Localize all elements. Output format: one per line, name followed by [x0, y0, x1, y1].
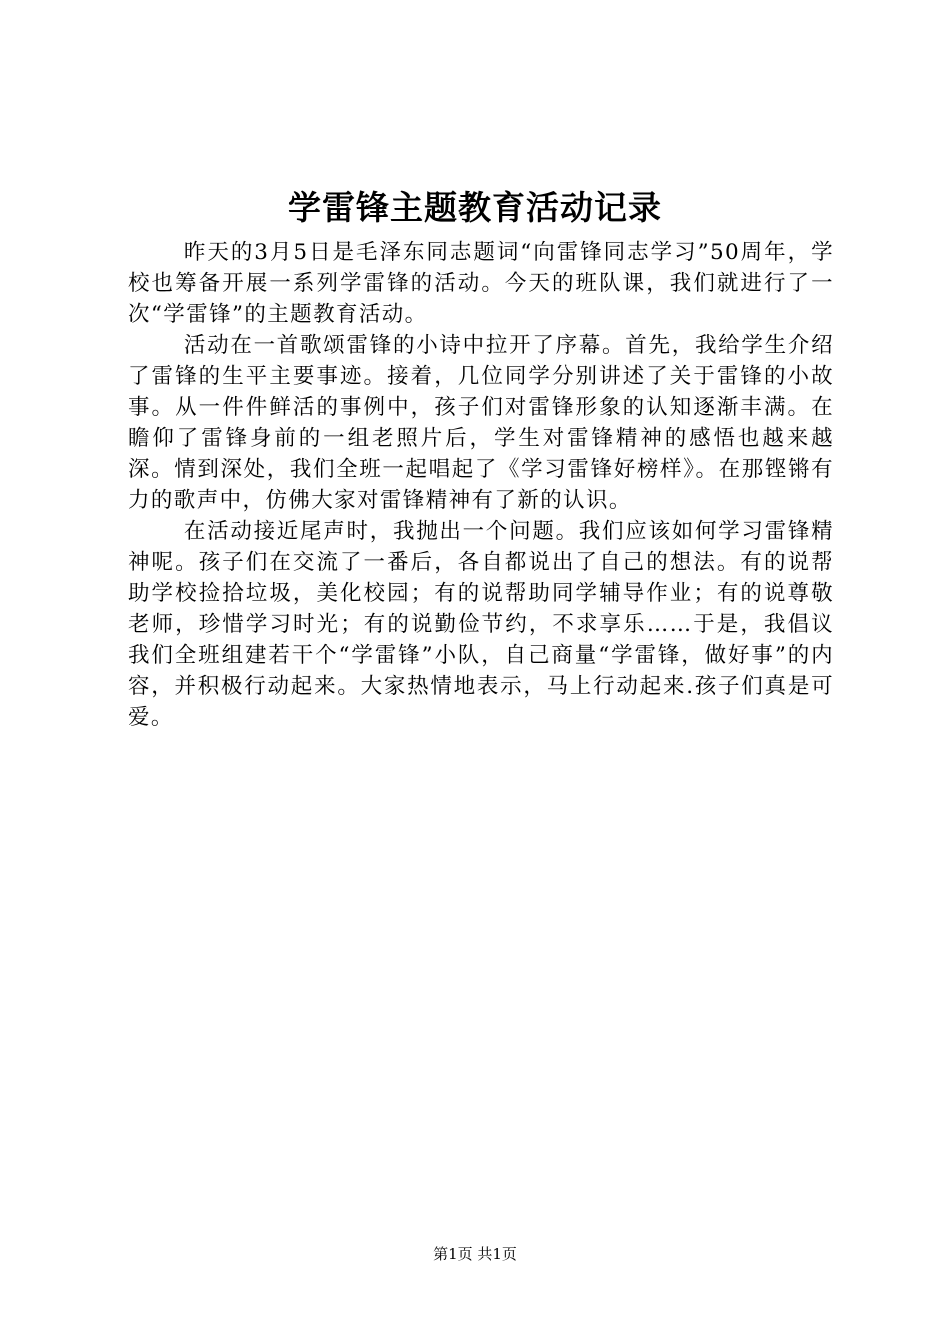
paragraph-3: 在活动接近尾声时，我抛出一个问题。我们应该如何学习雷锋精神呢。孩子们在交流了一番后，各自都说出了自己的想法。有的说帮助学校捡拾垃圾，美化校园；有的说帮助同学辅导作业；有的说尊敬老师，珍惜学习时光；有的说勤俭节约，不求享乐……于是，我倡议我们全班组建若干个“学雷锋”小队，自己商量“学雷锋，做好事”的内容，并积极行动起来。大家热情地表示，马上行动起来.孩子们真是可爱。: [128, 519, 834, 730]
document-title: 学雷锋主题教育活动记录: [288, 188, 662, 227]
document-body: [128, 237, 834, 733]
page-footer: 第1页 共1页: [433, 1245, 517, 1263]
paragraph-2: 活动在一首歌颂雷锋的小诗中拉开了序幕。首先，我给学生介绍了雷锋的生平主要事迹。接着，几位同学分别讲述了关于雷锋的小故事。从一件件鲜活的事例中，孩子们对雷锋形象的认知逐渐丰满。在瞻仰了雷锋身前的一组老照片后，学生对雷锋精神的感悟也越来越深。情到深处，我们全班一起唱起了《学习雷锋好榜样》。在那铿锵有力的歌声中，仿佛大家对雷锋精神有了新的认识。: [128, 333, 834, 513]
paragraph-1: 昨天的3月5日是毛泽东同志题词“向雷锋同志学习”50周年，学校也筹备开展一系列学雷锋的活动。今天的班队课，我们就进行了一次“学雷锋”的主题教育活动。: [128, 240, 834, 327]
